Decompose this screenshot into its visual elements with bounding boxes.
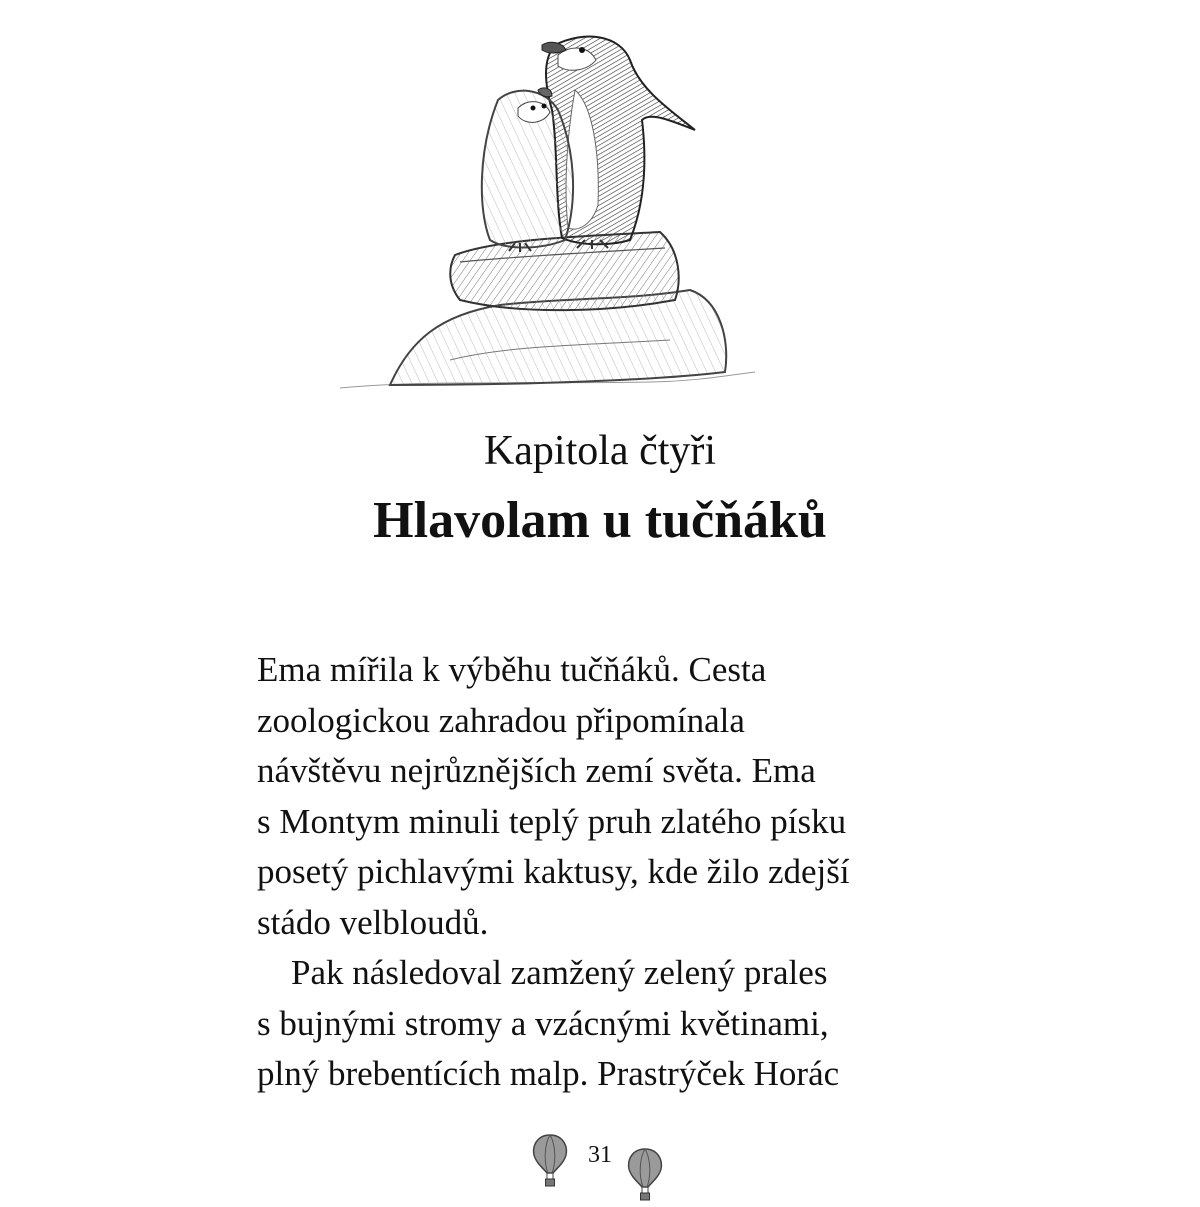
body-text — [257, 645, 977, 1100]
paragraph-2 — [257, 948, 977, 1100]
text-line: plný brebentících malp. Prastrýček Horác — [257, 1054, 840, 1093]
text-line: Pak následoval zamžený zelený prales — [291, 953, 828, 992]
text-line: s bujnými stromy a vzácnými květinami, — [257, 1003, 829, 1043]
penguins-on-rock-illustration — [330, 0, 760, 395]
paragraph-1 — [257, 645, 977, 948]
text-line: návštěvu nejrůznějších zemí světa. Ema — [257, 751, 816, 790]
hot-air-balloon-icon — [625, 1147, 665, 1202]
text-line: zoologickou zahradou připomínala — [257, 700, 745, 740]
text-line: posetý pichlavými kaktusy, kde žilo zdejší — [257, 852, 850, 891]
chapter-title: Hlavolam u tučňáků — [373, 492, 827, 549]
text-line: s Montym minuli teplý pruh zlatého písku — [257, 801, 847, 841]
text-line: stádo velbloudů. — [257, 902, 489, 942]
text-line: Ema mířila k výběhu tučňáků. Cesta — [257, 650, 767, 689]
hot-air-balloon-icon — [530, 1133, 570, 1188]
page-number: 31 — [588, 1142, 612, 1168]
chapter-label: Kapitola čtyři — [483, 428, 717, 474]
